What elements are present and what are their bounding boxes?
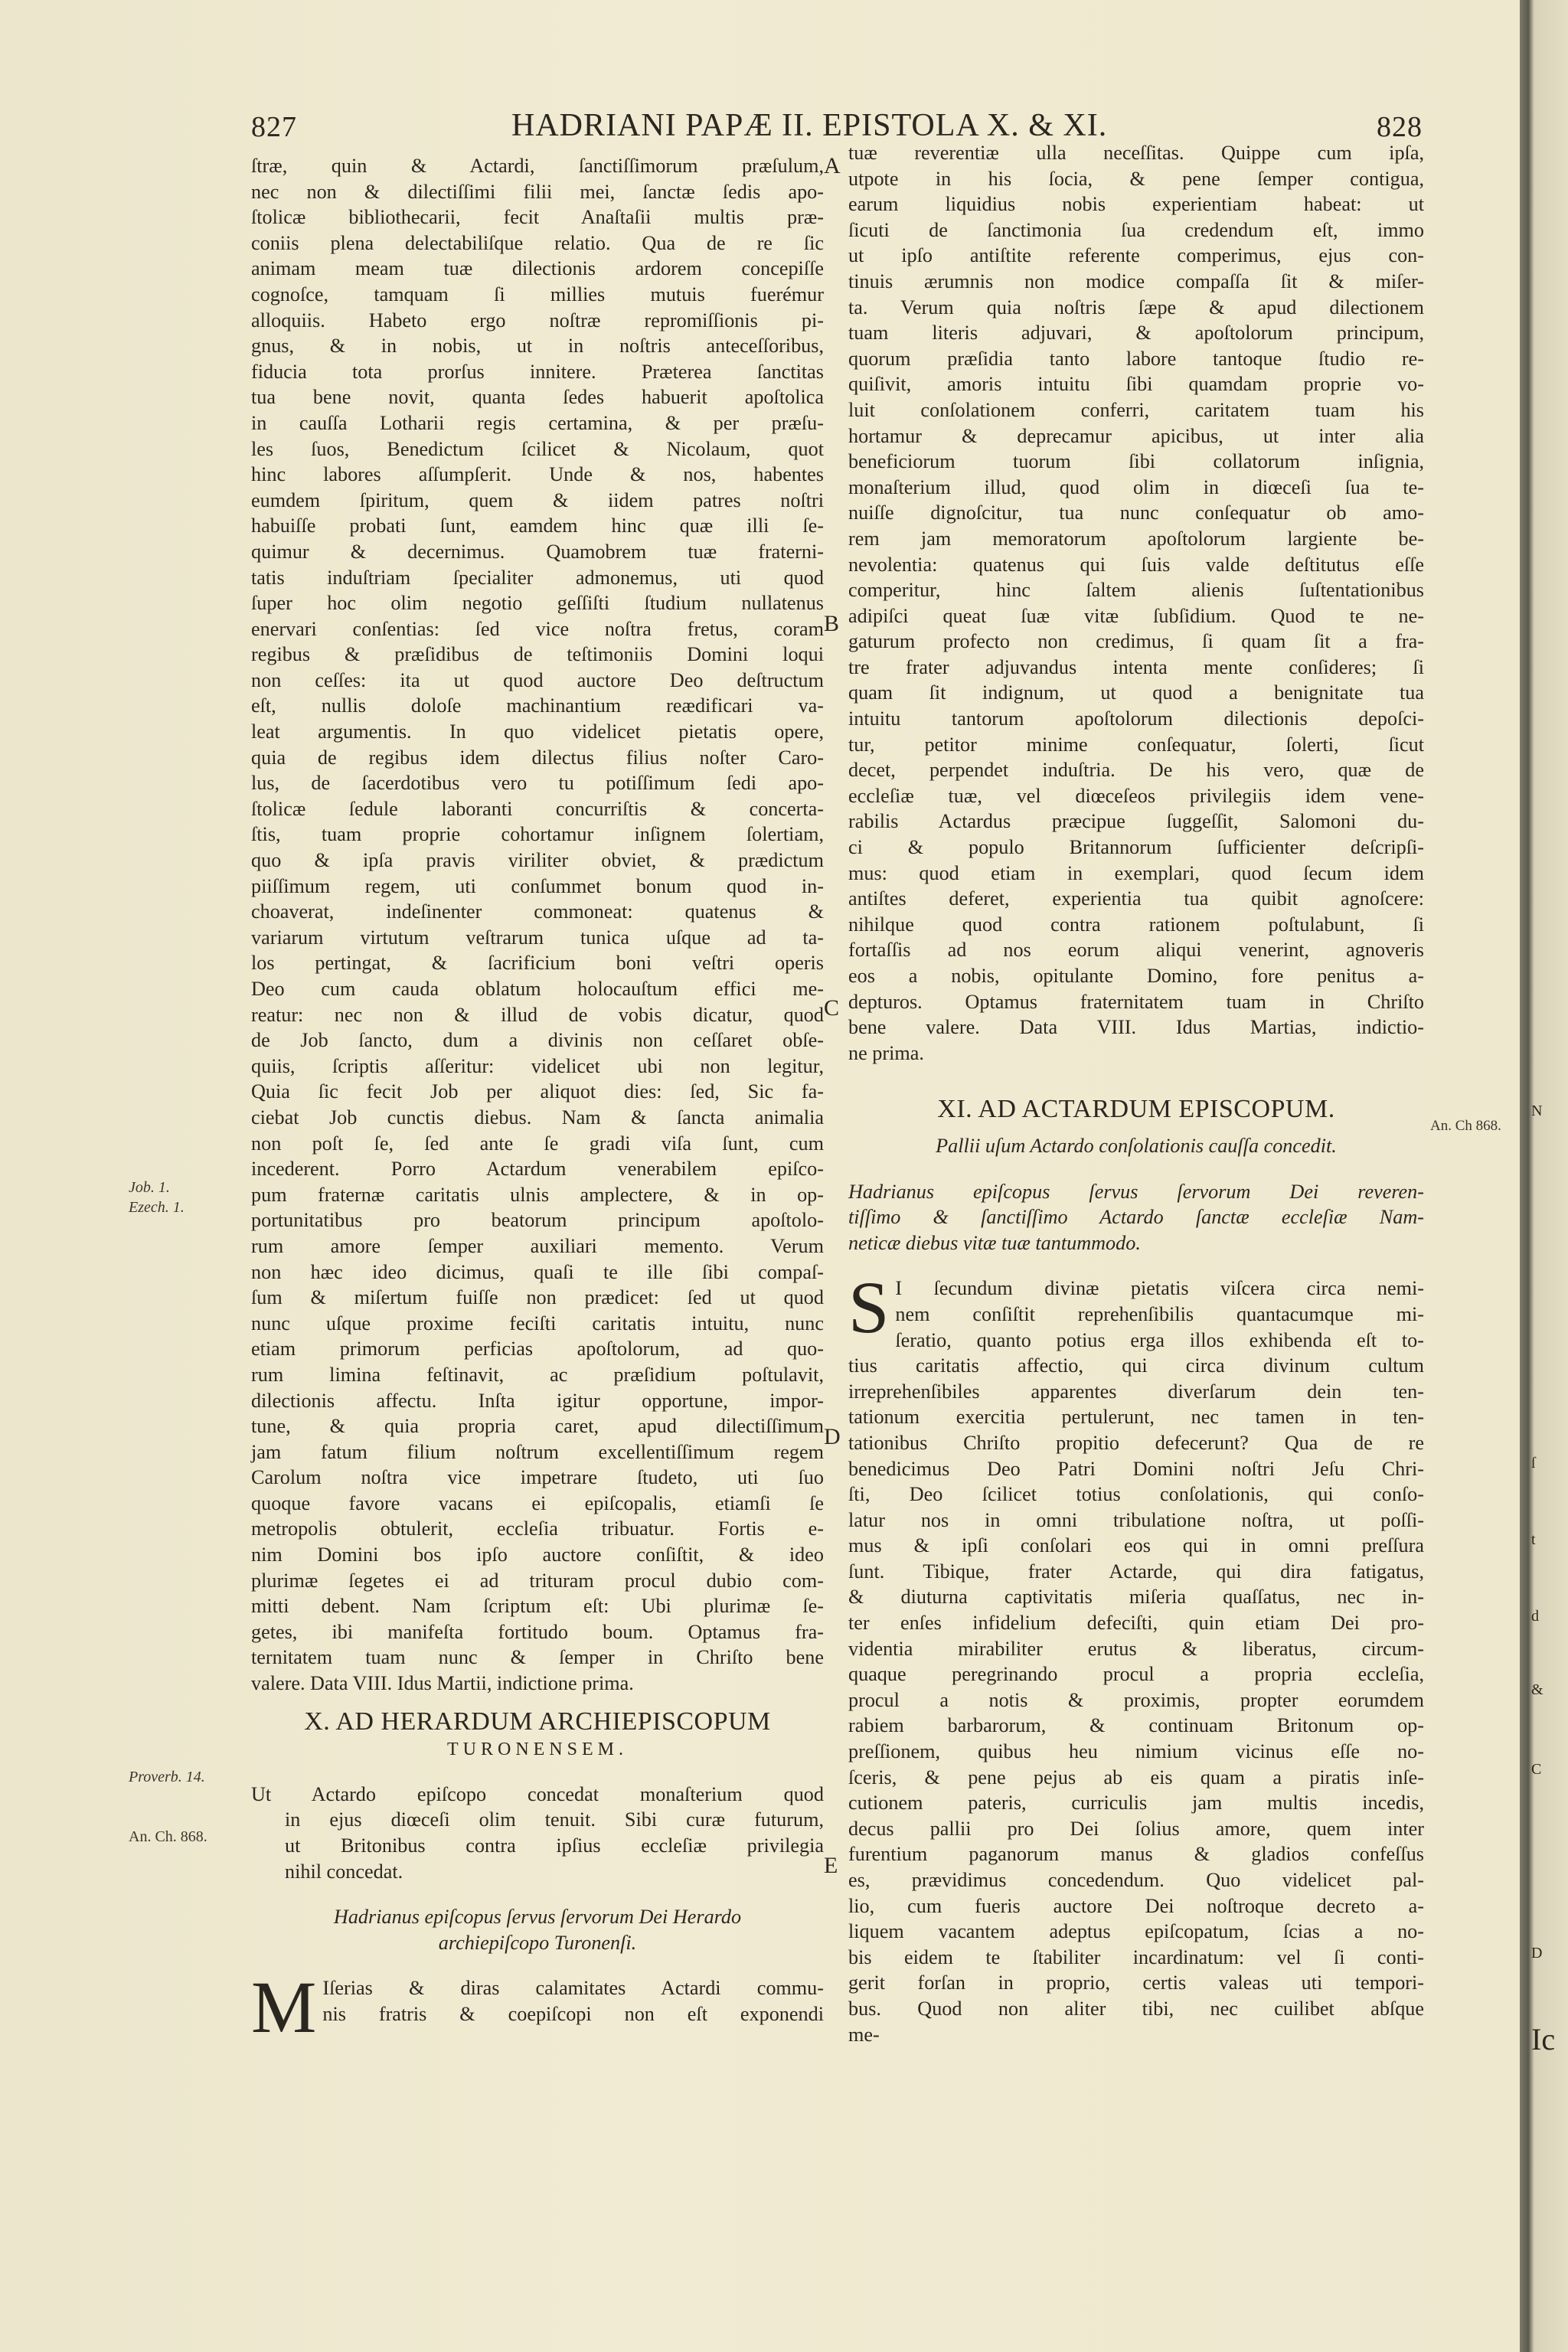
epistle-x-summary (251, 1782, 824, 1884)
text-line: tuam literis adjuvari, & apoſtolorum principum, (848, 322, 1424, 345)
text-line: cognoſce, tamquam ſi millies mutuis fuerémur (251, 283, 824, 305)
text-line: nim Domini bos ipſo auctore conſiſtit, & ideo (251, 1544, 824, 1566)
text-line: latur nos in omni tribulatione noſtra, ut poſſi- (848, 1508, 1424, 1531)
text-line: & diuturna captivitatis miſeria quaſſatus, nec in- (848, 1586, 1424, 1609)
text-line: bus. Quod non aliter tibi, nec cuilibet abſque (848, 1997, 1424, 2020)
text-line: Deo cum cauda oblatum holocauſtum effici me- (251, 978, 824, 1000)
section-letter-e: E (824, 1853, 838, 1878)
text-line: tur, petitor minime conſequatur, ſolerti, ſicut (848, 733, 1424, 756)
text-line: fortaſſis ad nos eorum aliqui venerint, agnoveris (848, 939, 1424, 962)
text-line: eſt, nullis doloſe machinantium reædificari va- (251, 694, 824, 717)
text-line: rum amore ſemper auxiliari memento. Verum (251, 1234, 824, 1257)
text-line: decus pallii pro Dei ſolius amore, quem inter (848, 1817, 1424, 1840)
text-line: valere. Data VIII. Idus Martii, indictione prima. (251, 1672, 634, 1695)
text-line: ſum & miſertum fuiſſe non prædicet: ſed ut quod (251, 1286, 824, 1309)
text-line: rabilis Actardus præcipue ſuggeſſit, Salomoni du- (848, 810, 1424, 833)
text-line: ter enſes infidelium defeciſti, quin etiam Dei pro- (848, 1612, 1424, 1635)
text-line: ci & populo Britannorum ſufficienter deſcripſi- (848, 836, 1424, 859)
edge-fragment: d (1531, 1608, 1539, 1625)
text-line: archiepiſcopo Turonenſi. (438, 1931, 637, 1954)
text-line: ſicuti de ſanctimonia ſua credendum eſt, immo (848, 218, 1424, 241)
text-line: ut Britonibus contra ipſius eccleſiæ privilegia (285, 1834, 824, 1857)
margin-note-ezech: Ezech. 1. (129, 1199, 185, 1216)
edge-fragment: & (1531, 1681, 1544, 1698)
epistle-x-continuation (848, 140, 1424, 1066)
section-letter-a: A (824, 153, 841, 178)
epistle-xi-summary: Pallii uſum Actardo conſolationis cauſſa concedit. (936, 1134, 1337, 1157)
text-line: luit conſolationem conferri, caritatem tuam his (848, 398, 1424, 421)
text-line: Ut Actardo epiſcopo concedat monaſterium quod (251, 1782, 824, 1805)
text-line: quaque peregrinando procul a propria eccleſia, (848, 1663, 1424, 1686)
text-line: ciebat Job cunctis diebus. Nam & ſancta animalia (251, 1106, 824, 1129)
text-line: los pertingat, & ſacrificium boni veſtri operis (251, 952, 824, 975)
text-line: ſtolicæ bibliothecarii, fecit Anaſtaſii multis præ- (251, 206, 824, 229)
text-line: hinc labores aſſumpſerit. Unde & nos, habentes (251, 463, 824, 486)
text-line: quam ſit indignum, ut quod a benignitate tua (848, 681, 1424, 704)
text-line: ne prima. (848, 1041, 924, 1064)
text-line: mitti debent. Nam ſcriptum eſt: Ubi plurimæ ſe- (251, 1595, 824, 1618)
text-line: es, prævidimus concedendum. Quo videlicet pal- (848, 1869, 1424, 1891)
edge-fragment: ſ (1531, 1455, 1536, 1472)
text-line: tua bene novit, quanta ſedes habuerit apoſtolica (251, 386, 824, 409)
text-line: utpote in his ſocia, & pene ſemper contigua, (848, 167, 1424, 190)
text-line: gnus, & in nobis, ut in noſtris anteceſſoribus, (251, 335, 824, 358)
right-column (848, 140, 1424, 2047)
section-letter-c: C (824, 995, 840, 1021)
margin-note-job: Job. 1. (129, 1179, 170, 1196)
text-line: ſceris, & pene pejus ab eis quam a piratis inſe- (848, 1766, 1424, 1788)
text-line: nec non & dilectiſſimi filii mei, ſanctæ ſedis apo- (251, 180, 824, 203)
text-line: cutionem pateris, curriculis jam multis incedis, (848, 1792, 1424, 1815)
dropcap-s: S (848, 1266, 890, 1349)
text-line: ut ipſo antiſtite referente comperimus, ejus con- (848, 244, 1424, 267)
section-letter-b: B (824, 611, 840, 636)
edge-fragment: C (1531, 1761, 1542, 1778)
page-gutter (1520, 0, 1568, 2352)
epistle-xi-body (848, 1266, 1424, 2047)
text-line: antiſtes deferet, experientia tua quibit agnoſcere: (848, 887, 1424, 910)
edge-fragment: Ic (1531, 2022, 1556, 2056)
text-line: in ejus diœceſi olim tenuit. Sibi curæ futurum, (285, 1808, 824, 1831)
text-line: in cauſſa Lotharii regis certamina, & per præſu- (251, 411, 824, 434)
text-line: incederent. Porro Actardum venerabilem epiſco- (251, 1158, 824, 1181)
text-line: eos a nobis, opitulante Domino, fore penitus a- (848, 965, 1424, 987)
text-line: tiſſimo & ſanctiſſimo Actardo ſanctæ eccleſiæ Nam- (848, 1206, 1424, 1229)
text-line: tius caritatis affectio, qui circa divinum cultum (848, 1354, 1424, 1377)
text-line: quiis, ſcriptis aſſeritur: videlicet ubi non legitur, (251, 1054, 824, 1077)
text-line: Hadrianus epiſcopus ſervus ſervorum Dei reveren- (848, 1180, 1424, 1203)
text-line: tune, & quia propria caret, apud dilectiſſimum (251, 1415, 824, 1438)
text-line: quiſivit, amoris intuitu ſibi quamdam proprie vo- (848, 373, 1424, 396)
text-line: nunc uſque proxime feciſti caritatis intuitu, nunc (251, 1312, 824, 1334)
text-line: comperitur, hinc ſaltem alienis ſuſtentationibus (848, 579, 1424, 602)
text-line: mus: quod etiam in exemplari, quod ſecum idem (848, 861, 1424, 884)
running-title: HADRIANI PAPÆ II. EPISTOLA X. & XI. (511, 108, 1108, 143)
text-line: hortamur & deprecamur apicibus, ut inter alia (848, 424, 1424, 447)
text-line: procul a notis & proximis, propter eorumdem (848, 1688, 1424, 1711)
text-line: pum fraternæ caritatis ulnis amplectere, & in op- (251, 1183, 824, 1206)
text-line: lus, de ſacerdotibus vero tu potiſſimum ſedi apo- (251, 772, 824, 795)
text-line: quimur & decernimus. Quamobrem tuæ fraterni- (251, 540, 824, 563)
text-line: lio, cum fueris auctore Dei noſtroque decreto a- (848, 1894, 1424, 1917)
text-line: Quia ſic fecit Job per aliquot dies: ſed, Sic fa- (251, 1080, 824, 1103)
text-line: earum liquidius nobis experientiam habeat: ut (848, 193, 1424, 216)
text-line: quoque favore vacans ei epiſcopalis, etiamſi ſe (251, 1491, 824, 1514)
text-line: getes, ibi manifeſta fortitudo boum. Optamus fra- (251, 1620, 824, 1643)
text-line: me- (848, 2023, 880, 2046)
text-line: gerit forſan in proprio, certis valeas uti tempori- (848, 1971, 1424, 1994)
text-line: non hæc ideo dicimus, quaſi te ille ſibi compaſ- (251, 1260, 824, 1283)
text-line: bene valere. Data VIII. Idus Martias, indictio- (848, 1016, 1424, 1039)
text-line: irreprehenſibiles apparentes diverſarum dein ten- (848, 1380, 1424, 1403)
epistle-xi-salutation (848, 1179, 1424, 1256)
epistle-ix-text (251, 153, 824, 1697)
text-line: coniis plena delectabiliſque relatio. Qua de re ſic (251, 231, 824, 254)
text-line: ta. Verum quia noſtris ſæpe & apud dilectionem (848, 296, 1424, 318)
edge-fragment: t (1531, 1531, 1536, 1548)
text-line: animam meam tuæ dilectionis ardorem concepiſſe (251, 257, 824, 280)
text-line: rabiem barbarorum, & continuam Britonum op- (848, 1714, 1424, 1737)
text-line: depturos. Optamus fraternitatem tuam in Chriſto (848, 990, 1424, 1013)
section-letter-d: D (824, 1424, 841, 1449)
text-line: fiducia tota prorſus innitere. Præterea ſanctitas (251, 360, 824, 383)
text-line: nihil concedat. (285, 1860, 403, 1883)
text-line: adipiſci queat ſuæ vitæ ſubſidium. Quod te ne- (848, 604, 1424, 627)
text-line: Carolum noſtra vice impetrare ſtudeto, uti ſuo (251, 1466, 824, 1489)
text-line: nevolentia: quatenus qui ſuis valde deſtitutus eſſe (848, 553, 1424, 576)
text-line: mus & ipſi conſolari eos qui in omni preſſura (848, 1534, 1424, 1557)
epistle-x-title: X. AD HERARDUM ARCHIEPISCOPUM (304, 1707, 771, 1736)
epistle-x-opening (251, 1966, 824, 2049)
text-line: variarum virtutum veſtrarum tunica uſque ad ta- (251, 926, 824, 949)
text-line: les ſuos, Benedictum ſcilicet & Nicolaum, quot (251, 437, 824, 460)
text-line: ſuper hoc olim negotio geſſiſti ſtudium nullatenus (251, 592, 824, 615)
text-line: Hadrianus epiſcopus ſervus ſervorum Dei Herardo (333, 1906, 742, 1929)
text-line: preſſionem, quibus heu nimium vicinus eſſe no- (848, 1740, 1424, 1763)
left-column (251, 153, 824, 2049)
epistle-x-subtitle: TURONENSEM. (446, 1740, 628, 1760)
text-line: leat argumentis. In quo videlicet pietatis opere, (251, 720, 824, 743)
text-line: reatur: nec non & illud de vobis dicatur, quod (251, 1003, 824, 1026)
text-line: non ceſſes: ita ut quod auctore Deo deſtructum (251, 668, 824, 691)
text-line: ſtræ, quin & Actardi, ſanctiſſimorum præſulum, (251, 155, 824, 177)
dropcap-m: M (251, 1966, 317, 2049)
text-line: ſtis, tuam proprie cohortamur inſignem ſolertiam, (251, 823, 824, 846)
text-line: ſunt. Tibique, frater Actarde, qui dira fatigatus, (848, 1560, 1424, 1583)
text-line: benedicimus Deo Patri Domini noſtri Jeſu Chri- (848, 1457, 1424, 1480)
text-line: non poſt ſe, ſed ante ſe gradi viſa ſunt, cum (251, 1132, 824, 1155)
text-line: decet, perpendet induſtria. De his vero, quæ de (848, 759, 1424, 782)
text-line: ſtolicæ ſedule laboranti concurriſtis & concerta- (251, 797, 824, 820)
text-line: gaturum profecto non credimus, ſi quam ſit a fra- (848, 630, 1424, 653)
text-line: quorum præſidia tanto labore tantoque ſtudio re- (848, 347, 1424, 370)
text-line: piiſſimum regem, uti conſummet bonum quod in- (251, 874, 824, 897)
edge-fragment: D (1531, 1945, 1543, 1962)
text-line: furentium paganorum manus & gladios confeſſus (848, 1843, 1424, 1866)
text-line: alloquiis. Habeto ergo noſtræ repromiſſionis pi- (251, 309, 824, 332)
text-line: dilectionis affectu. Inſta igitur opportune, impor- (251, 1389, 824, 1412)
text-line: monaſterium illud, quod olim in diœceſi ſua te- (848, 475, 1424, 498)
margin-note-year-left: An. Ch. 868. (129, 1828, 207, 1845)
text-line: tationum exercitia pertulerunt, nec tamen in ten- (848, 1406, 1424, 1429)
text-line: nis fratris & coepiſcopi non eſt exponendi (322, 2002, 824, 2025)
text-line: quia de regibus idem dilectus filius noſter Caro- (251, 746, 824, 769)
text-line: tuæ reverentiæ ulla neceſſitas. Quippe cum ipſa, (848, 142, 1424, 164)
text-line: intuitu tantorum apoſtolorum dilectionis depoſci- (848, 707, 1424, 730)
page-number-left: 827 (251, 111, 297, 143)
text-line: portunitatibus pro beatorum principum apoſtolo- (251, 1209, 824, 1232)
text-line: rem jam memoratorum apoſtolorum largiente be- (848, 527, 1424, 550)
text-line: beneficiorum tuorum ſibi collatorum inſignia, (848, 450, 1424, 473)
text-line: I ſecundum divinæ pietatis viſcera circa nemi- (895, 1277, 1424, 1300)
text-line: rum limina feſtinavit, ac præſidium poſtulavit, (251, 1363, 824, 1386)
text-line: enervari conſentias: ſed vice noſtra fretus, coram (251, 617, 824, 640)
text-line: habuiſſe probati ſunt, eamdem hinc quæ illi ſe- (251, 514, 824, 537)
page-number-right: 828 (1377, 111, 1423, 143)
text-line: de Job ſancto, dum a divinis non ceſſaret obſe- (251, 1029, 824, 1052)
text-line: neticæ diebus vitæ tuæ tantummodo. (848, 1231, 1141, 1254)
text-line: videntia mirabiliter erutus & liberatus, circum- (848, 1637, 1424, 1660)
edge-fragment: N (1531, 1102, 1543, 1119)
text-line: regibus & præſidibus de teſtimoniis Domini loqui (251, 643, 824, 666)
text-line: jam fatum filium noſtrum excellentiſſimum regem (251, 1440, 824, 1463)
text-line: metropolis obtulerit, eccleſia tribuatur. Fortis e- (251, 1517, 824, 1540)
text-line: choaverat, indeſinenter commoneat: quatenus & (251, 900, 824, 923)
margin-note-proverb: Proverb. 14. (129, 1769, 205, 1785)
text-line: nem conſiſtit reprehenſibilis quantacumque mi- (895, 1302, 1424, 1325)
text-line: eccleſiæ tuæ, vel diœceſeos privilegiis idem vene- (848, 784, 1424, 807)
text-line: nuiſſe dignoſcitur, tua nunc conſequatur ob amo- (848, 501, 1424, 524)
margin-note-year-right: An. Ch 868. (1430, 1118, 1501, 1134)
text-line: bis eidem te ſtabiliter incardinatum: vel ſi conti- (848, 1945, 1424, 1968)
text-line: tre frater adjuvandus intenta mente conſideres; ſi (848, 655, 1424, 678)
text-line: quo & ipſa pravis viriliter obviet, & prædictum (251, 849, 824, 872)
text-line: tinuis ærumnis non modice compaſſa ſit & miſer- (848, 270, 1424, 292)
text-line: ſeratio, quanto potius erga illos exhibenda eſt to- (895, 1328, 1424, 1351)
text-line: plurimæ ſegetes ei ad trituram procul dubio com- (251, 1569, 824, 1592)
text-line: ternitatem tuam nunc & ſemper in Chriſto bene (251, 1646, 824, 1669)
text-line: Iſerias & diras calamitates Actardi commu- (322, 1977, 824, 2000)
text-line: tationibus Chriſto propitio defecerunt? Qua de re (848, 1431, 1424, 1454)
epistle-xi-title: XI. AD ACTARDUM EPISCOPUM. (937, 1095, 1335, 1124)
text-line: tatis induſtriam ſpecialiter admonemus, uti quod (251, 566, 824, 589)
epistle-x-salutation (251, 1904, 824, 1955)
text-line: eumdem ſpiritum, quem & iidem patres noſtri (251, 488, 824, 511)
text-line: nihilque quod contra rationem poſtulabunt, ſi (848, 913, 1424, 936)
text-line: etiam primorum perficias apoſtolorum, ad quo- (251, 1338, 824, 1361)
text-line: liquem vacantem adeptus epiſcopatum, ſcias a no- (848, 1920, 1424, 1943)
text-line: ſti, Deo ſcilicet totius conſolationis, qui conſo- (848, 1483, 1424, 1506)
